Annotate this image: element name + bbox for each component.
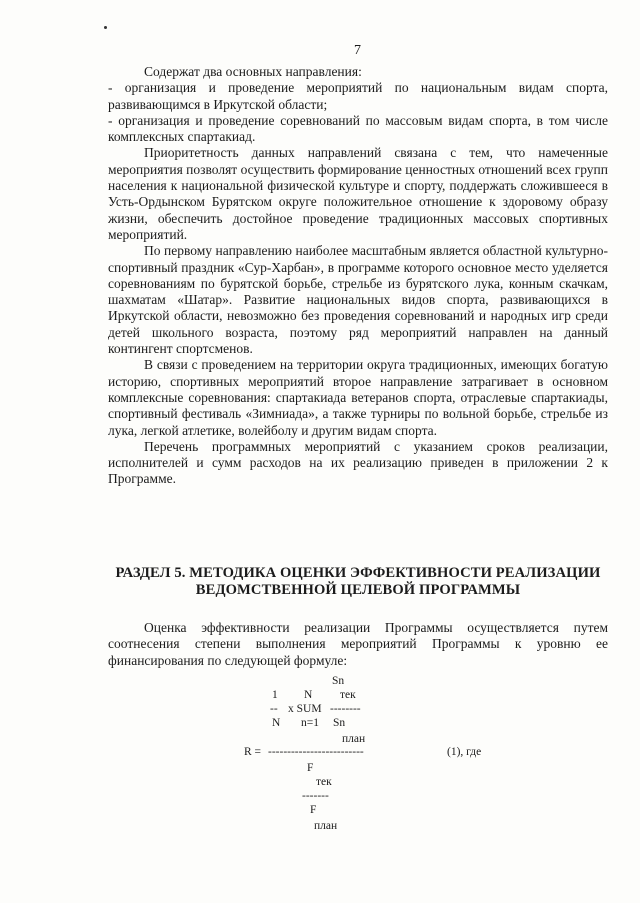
formula-r-equals: R = — [244, 746, 262, 758]
formula-f-bottom: F — [310, 804, 317, 816]
paragraph-evaluation: Оценка эффективности реализации Программы осуществляется путем соотнесения степени выполнения мероприятий Программы к уровню ее финансирования по следующей формуле: — [108, 620, 608, 668]
paragraph-sur-harban: По первому направлению наиболее масштабным является областной культурно-спортивный праздник «Сур-Харбан», в программе которого основное место уделяется соревнованиям по бурятской борьбе, стрельбе из бурятского лука, конным скачкам, шахматам «Шатар». Развитие национальных видов спорта, развивающихся в Иркутской области, невозможно без проведения соревнований и народных игр среди детей школьного возраста, поэтому ряд мероприятий направлен на данный контингент спортсменов. — [108, 243, 608, 357]
formula-dash-left: -- — [270, 703, 278, 715]
paragraph-priority: Приоритетность данных направлений связана с тем, что намеченные мероприятия позволят осуществить формирование ценностных отношений всех групп населения к национальной физической культуре и спорту, поддержать сложившееся в Усть-Ордынском Бурятском округе положительное отношение к здоровому образу жизни, обеспечить достойное проведение традиционных массовых спортивных мероприятий. — [108, 145, 608, 242]
formula-sn-top: Sn — [332, 675, 345, 687]
page-number: 7 — [354, 43, 361, 58]
formula-tek-bottom: тек — [316, 776, 332, 788]
section-heading: РАЗДЕЛ 5. МЕТОДИКА ОЦЕНКИ ЭФФЕКТИВНОСТИ РЕАЛИЗАЦИИ ВЕДОМСТВЕННОЙ ЦЕЛЕВОЙ ПРОГРАММЫ — [115, 565, 601, 598]
formula-small-bar: ------- — [302, 790, 329, 802]
formula-n-upper: N — [304, 689, 313, 701]
formula-f-top: F — [307, 762, 314, 774]
paragraph-second-direction: В связи с проведением на территории округа традиционных, имеющих богатую историю, спортивных мероприятий второе направление затрагивает в основном комплексные соревнования: спартакиада ветеранов спорта, отраслевые спартакиады, спортивный фестиваль «Зимниада», а также турниры по вольной борьбе, стрельбе из лука, легкой атлетике, волейболу и другим видам спорта. — [108, 357, 608, 438]
paragraph-direction-mass: - организация и проведение соревнований по массовым видам спорта, в том числе комплексных спартакиад. — [108, 112, 608, 145]
formula-range: n=1 — [301, 717, 319, 729]
formula-times-sum: x SUM — [288, 703, 322, 715]
formula-tek-top: тек — [340, 689, 356, 701]
paragraph-direction-national: - организация и проведение мероприятий по национальным видам спорта, развивающимся в Иркутской области; — [108, 80, 608, 112]
formula-plan-bottom: план — [314, 820, 338, 832]
paragraph-directions-intro: Содержат два основных направления: — [144, 64, 362, 79]
formula-main-bar: ------------------------- — [268, 746, 364, 758]
paragraph-appendix-reference: Перечень программных мероприятий с указанием сроков реализации, исполнителей и сумм расходов на их реализацию приведен в приложении 2 к Программе. — [108, 438, 608, 487]
formula-sn-bottom: Sn — [333, 717, 346, 729]
formula-one: 1 — [272, 689, 278, 701]
formula-equation-ref: (1), где — [447, 746, 482, 758]
formula-n-lower: N — [272, 717, 281, 729]
formula-plan-top: план — [342, 733, 366, 745]
formula-dash-right: -------- — [330, 703, 361, 715]
